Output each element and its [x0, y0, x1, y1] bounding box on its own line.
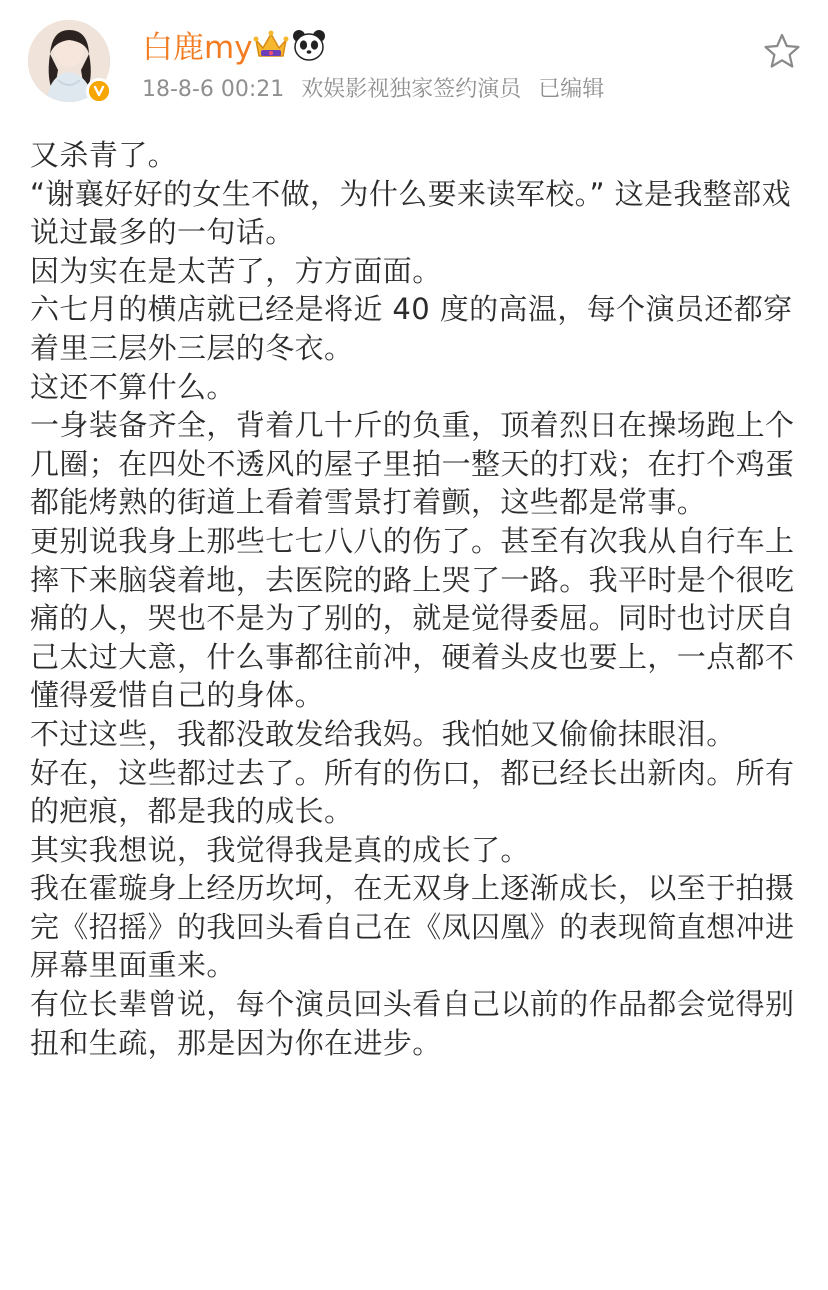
post-paragraph: 一身装备齐全，背着几十斤的负重，顶着烈日在操场跑上个几圈；在四处不透风的屋子里拍一整天的打戏；在打个鸡蛋都能烤熟的街道上看着雪景打着颤，这些都是常事。 — [30, 408, 795, 520]
post-paragraph: 不过这些，我都没敢发给我妈。我怕她又偷偷抹眼泪。 — [30, 716, 736, 751]
edited-label[interactable]: 已编辑 — [538, 77, 605, 102]
post-paragraph: 更别说我身上那些七七八八的伤了。甚至有次我从自行车上摔下来脑袋着地，去医院的路上哭了一路。我平时是个很吃痛的人，哭也不是为了别的，就是觉得委屈。同时也讨厌自己太过大意，什么事都往前冲，硬着头皮也要上，一点都不懂得爱惜自己的身体。 — [30, 523, 795, 713]
verified-badge-icon — [86, 78, 112, 104]
post-paragraph: 好在，这些都过去了。所有的伤口，都已经长出新肉。所有的疤痕，都是我的成长。 — [30, 755, 795, 829]
post-paragraph: 这还不算什么。 — [30, 369, 236, 404]
post-paragraph: 我在霍璇身上经历坎坷，在无双身上逐渐成长，以至于拍摄完《招摇》的我回头看自己在《凤囚凰》的表现简直想冲进屏幕里面重来。 — [30, 871, 795, 983]
post-header — [0, 0, 828, 120]
post-paragraph: 又杀青了。 — [30, 138, 178, 172]
post-paragraph: 六七月的横店就已经是将近 40 度的高温，每个演员还都穿着里三层外三层的冬衣。 — [30, 292, 793, 365]
crown-icon — [253, 28, 289, 62]
post-meta — [142, 76, 614, 104]
post-timestamp: 18-8-6 00:21 — [142, 77, 285, 102]
post-paragraph: 其实我想说，我觉得我是真的成长了。 — [30, 832, 530, 867]
post-body — [30, 136, 810, 1062]
post-paragraph: 有位长辈曾说，每个演员回头看自己以前的作品都会觉得别扭和生疏，那是因为你在进步。 — [30, 987, 795, 1060]
post-paragraph: “谢襄好好的女生不做，为什么要来读军校。” 这是我整部戏说过最多的一句话。 — [30, 176, 791, 250]
panda-icon — [292, 28, 326, 62]
post-paragraph: 因为实在是太苦了，方方面面。 — [30, 253, 442, 288]
star-outline-icon[interactable] — [762, 32, 802, 70]
verification-label: 欢娱影视独家签约演员 — [301, 77, 522, 102]
username[interactable]: 白鹿my — [142, 30, 253, 66]
